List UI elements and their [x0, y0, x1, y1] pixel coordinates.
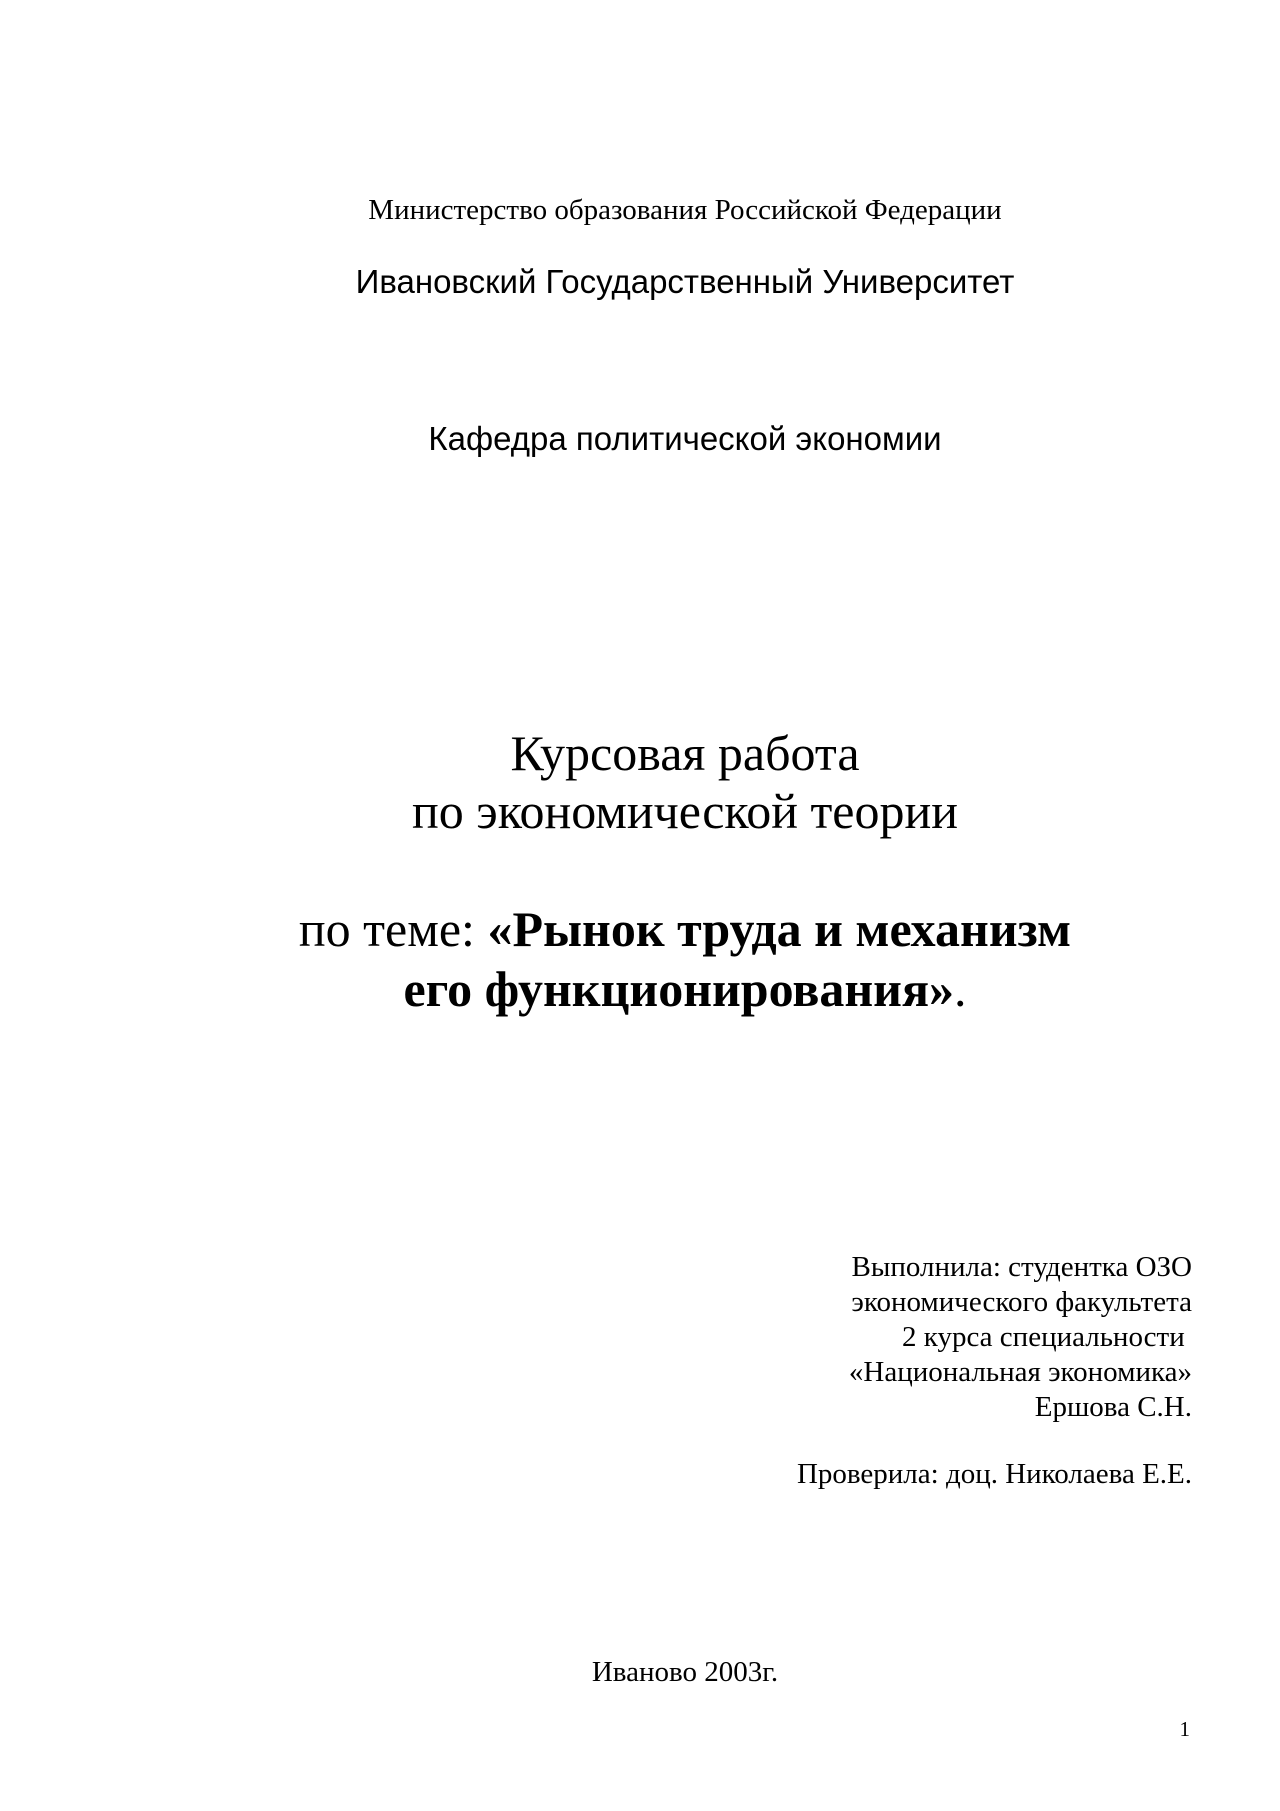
author-line-3: 2 курса специальности [902, 1321, 1192, 1353]
author-name: Ершова С.Н. [1034, 1391, 1192, 1423]
department-name: Кафедра политической экономии [428, 420, 942, 457]
author-block [849, 1250, 1192, 1425]
work-subject: по экономической теории [411, 783, 959, 839]
author-line-4: «Национальная экономика» [848, 1356, 1192, 1388]
topic-prefix: по теме: [298, 901, 488, 957]
topic-suffix: . [954, 961, 967, 1017]
author-line-2: экономического факультета [851, 1286, 1192, 1318]
university-name: Ивановский Государственный Университет [355, 263, 1015, 300]
author-line-1: Выполнила: студентка ОЗО [851, 1251, 1192, 1283]
reviewer-line: Проверила: доц. Николаева Е.Е. [796, 1458, 1192, 1490]
ministry-name: Министерство образования Российской Федерации [368, 194, 1002, 226]
city-year: Иваново 2003г. [591, 1656, 779, 1688]
topic-line-2 [0, 961, 1280, 1017]
topic-title-part-1: «Рынок труда и механизм [487, 901, 1072, 957]
work-type: Курсовая работа [510, 725, 860, 781]
topic-title-part-2: его функционирования» [403, 961, 955, 1017]
page-number: 1 [1179, 1717, 1190, 1741]
topic-line-1 [0, 901, 1280, 957]
